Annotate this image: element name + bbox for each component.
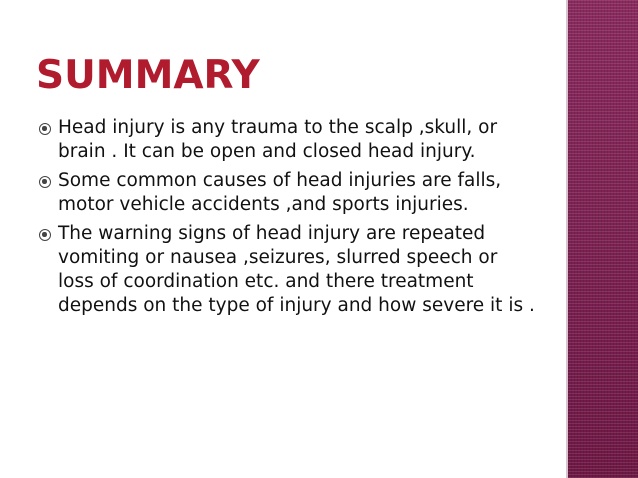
bullet-text: The warning signs of head injury are repeated vomiting or nausea ,seizures, slurred speech or loss of coordination etc. and there treatment depends on the type of injury and how severe it is . [58,223,535,316]
slide-title: SUMMARY [36,53,260,98]
radio-bullet-icon [39,123,51,135]
radio-bullet-icon [39,176,51,188]
bullet-text: Head injury is any trauma to the scalp ,skull, or brain . It can be open and closed head injury. [58,117,498,162]
decorative-side-bar [568,0,638,478]
radio-bullet-icon [39,229,51,241]
bullet-text: Some common causes of head injuries are falls, motor vehicle accidents ,and sports injuries. [58,170,502,215]
bullet-item [38,116,538,164]
bullet-item [38,222,538,318]
bullet-list [38,116,538,323]
bullet-item [38,169,538,217]
